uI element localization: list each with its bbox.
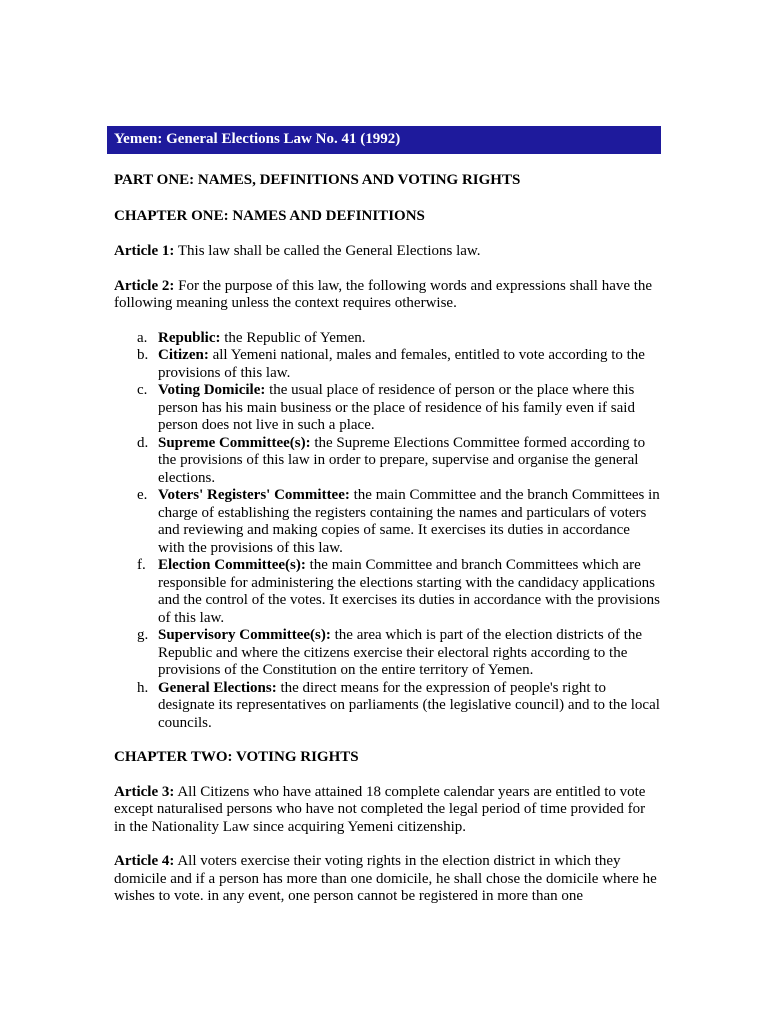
definition-text: the Republic of Yemen.	[220, 329, 366, 346]
list-marker: g.	[137, 627, 149, 643]
article-1-label: Article 1:	[114, 243, 175, 259]
article-1-text: This law shall be called the General Elections law.	[174, 243, 481, 259]
list-item	[114, 330, 660, 348]
definition-term: General Elections:	[158, 679, 277, 696]
list-marker: d.	[137, 434, 149, 451]
list-item	[114, 680, 660, 733]
chapter-two-heading: CHAPTER TWO: VOTING RIGHTS	[114, 749, 359, 765]
document-title-bar	[107, 126, 661, 154]
definition-term: Supreme Committee(s):	[158, 434, 311, 451]
article-4-text: All voters exercise their voting rights in the election district in which they domicile and if a person has more than one domicile, he shall chose the domicile where he wishes to vote. in any event, one person cannot be registered in more than one	[114, 853, 657, 904]
article-3-label: Article 3:	[114, 783, 175, 800]
list-marker: h.	[137, 679, 149, 696]
list-item	[114, 435, 660, 488]
article-3	[114, 784, 660, 837]
definition-term: Voting Domicile:	[158, 382, 266, 398]
definition-text: the direct means for the expression of people's right to designate its representatives on parliaments (the legislative council) and to the local councils.	[158, 679, 660, 731]
chapter-one-heading: CHAPTER ONE: NAMES AND DEFINITIONS	[114, 207, 425, 224]
list-item	[114, 382, 660, 435]
list-marker: a.	[137, 329, 148, 346]
definition-text: the main Committee and branch Committees which are responsible for administering the elections starting with the candidacy applications and the control of the votes. It exercises its duties in accordance with the provisions of this law.	[158, 557, 660, 626]
article-2-text: For the purpose of this law, the following words and expressions shall have the following meaning unless the context requires otherwise.	[114, 277, 653, 311]
definition-text: the main Committee and the branch Committees in charge of establishing the registers containing the names and particulars of voters and reviewing and making copies of same. It exercises its duties in accordance with the provisions of this law.	[158, 487, 660, 556]
definition-term: Supervisory Committee(s):	[158, 627, 331, 643]
definition-term: Election Committee(s):	[158, 557, 306, 573]
definition-term: Citizen:	[158, 347, 209, 363]
list-marker: b.	[137, 347, 149, 363]
list-marker: f.	[137, 557, 146, 573]
document-body	[114, 172, 660, 906]
list-item	[114, 487, 660, 557]
list-item	[114, 347, 660, 382]
list-item	[114, 557, 660, 627]
document-title: Yemen: General Elections Law No. 41 (1992)	[114, 131, 401, 147]
article-2-label: Article 2:	[114, 277, 175, 294]
list-marker: e.	[137, 487, 148, 503]
list-item	[114, 627, 660, 680]
article-3-text: All Citizens who have attained 18 complete calendar years are entitled to vote except naturalised persons who have not completed the legal period of time provided for in the Nationality Law since acquiring Yemeni citizenship.	[114, 783, 646, 835]
definition-term: Voters' Registers' Committee:	[158, 487, 350, 503]
article-4-label: Article 4:	[114, 853, 175, 869]
list-marker: c.	[137, 382, 148, 398]
definition-text: all Yemeni national, males and females, entitled to vote according to the provisions of this law.	[158, 347, 645, 381]
article-4	[114, 853, 660, 906]
article-2	[114, 278, 660, 313]
definition-term: Republic:	[158, 329, 221, 346]
article-1	[114, 243, 660, 261]
definition-text: the area which is part of the election districts of the Republic and where the citizens exercise their electoral rights according to the provisions of the Constitution on the entire territory of Yemen.	[158, 627, 643, 678]
definition-text: the Supreme Elections Committee formed according to the provisions of this law in order to prepare, supervise and organise the general elections.	[158, 434, 646, 486]
part-one-heading: PART ONE: NAMES, DEFINITIONS AND VOTING RIGHTS	[114, 172, 521, 188]
definitions-list	[114, 330, 660, 733]
definition-text: the usual place of residence of person or the place where this person has his main business or the place of residence of his family even if said person does not live in such a place.	[158, 382, 635, 433]
